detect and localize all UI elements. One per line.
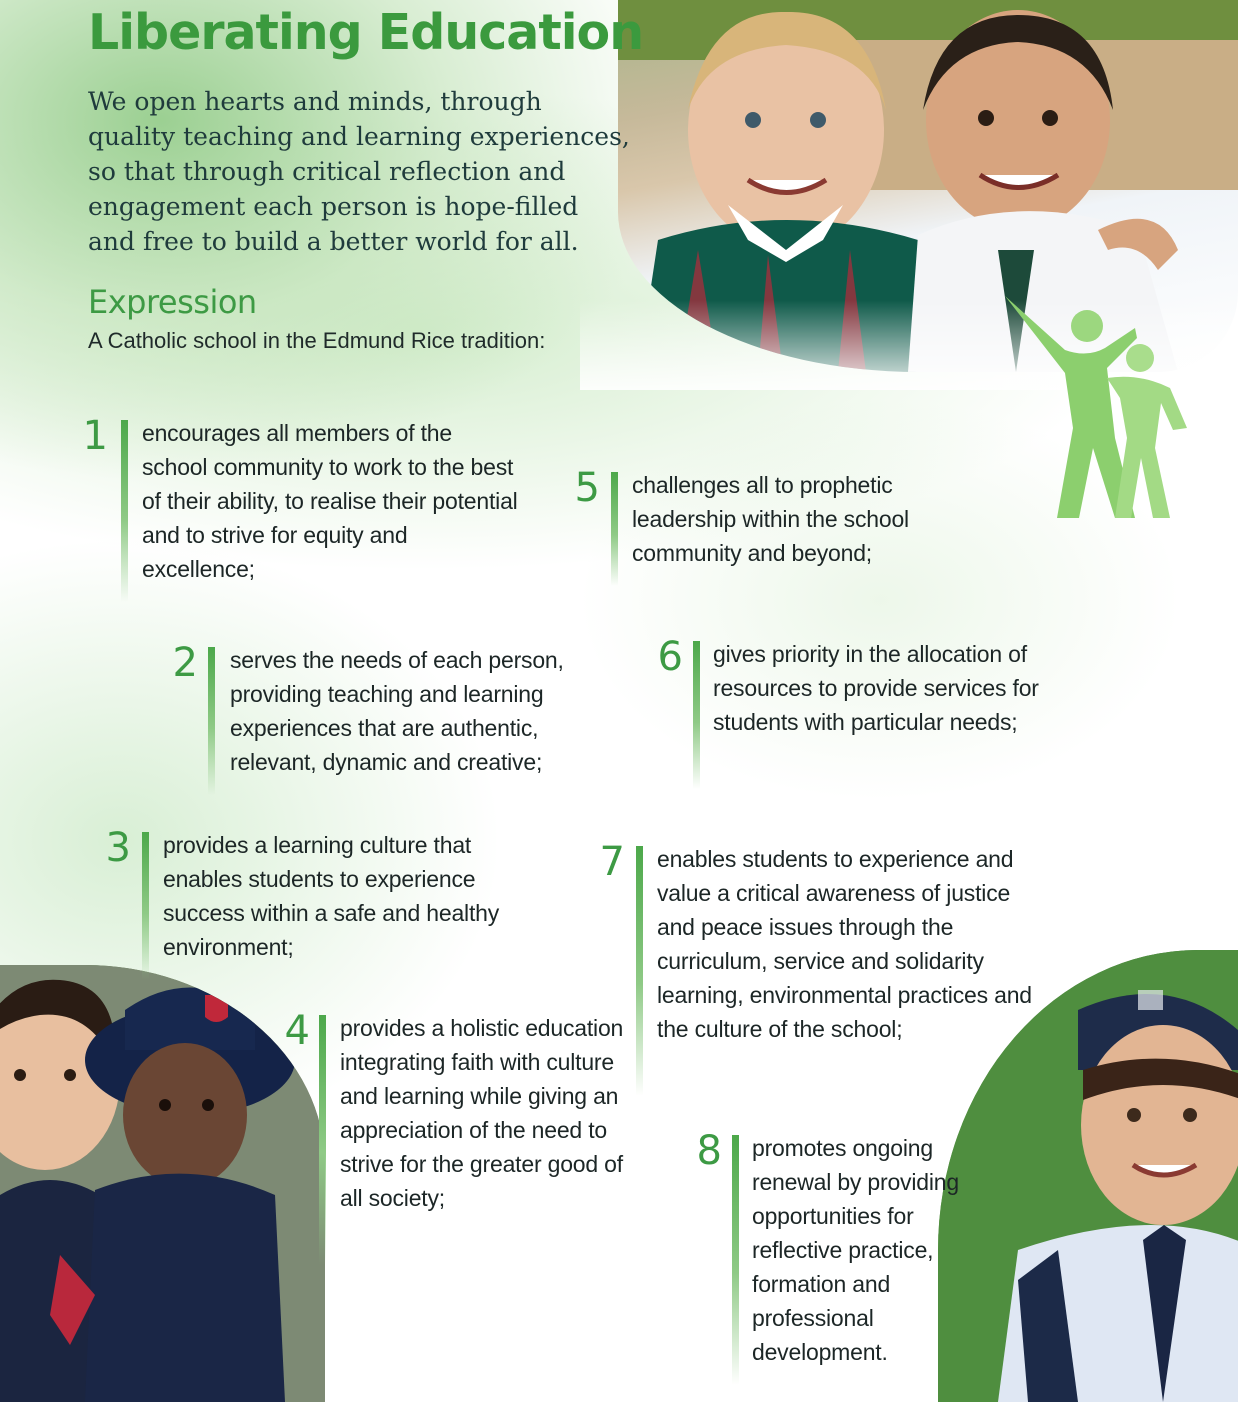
item-text: challenges all to prophetic leadership within the school community and beyond; — [632, 472, 909, 566]
expression-item-8 — [690, 1128, 1010, 1369]
page-title: Liberating Education — [88, 4, 644, 61]
item-accent-bar — [611, 472, 618, 586]
item-accent-bar — [732, 1135, 739, 1385]
item-text: promotes ongoing renewal by providing opportunities for reflective practice, formation and professional development. — [752, 1135, 959, 1365]
item-number: 3 — [105, 825, 131, 871]
item-text: provides a holistic education integrating faith with culture and learning while giving an appreciation of the need to strive for the greater good of all society; — [340, 1015, 624, 1211]
item-number: 2 — [172, 640, 198, 686]
intro-paragraph: We open hearts and minds, through quality teaching and learning experiences, so that through critical reflection and engagement each person is hope-filled and free to build a better world for all. — [88, 87, 630, 256]
expression-subheading: A Catholic school in the Edmund Rice tradition: — [88, 328, 546, 353]
edmund-rice-figures-icon — [995, 278, 1195, 538]
item-accent-bar — [636, 846, 643, 1096]
item-accent-bar — [208, 647, 215, 795]
expression-item-3 — [101, 825, 531, 964]
item-number: 7 — [599, 839, 625, 885]
item-accent-bar — [121, 420, 128, 602]
item-accent-bar — [693, 641, 700, 789]
expression-item-2 — [168, 640, 598, 779]
item-accent-bar — [142, 832, 149, 980]
item-number: 5 — [574, 465, 600, 511]
expression-item-1 — [80, 413, 520, 586]
item-text: serves the needs of each person, providing teaching and learning experiences that are authentic, relevant, dynamic and creative; — [230, 647, 564, 775]
item-number: 8 — [696, 1128, 722, 1174]
expression-item-4 — [278, 1008, 628, 1249]
expression-item-5 — [570, 465, 970, 570]
item-text: provides a learning culture that enables students to experience success within a safe and healthy environment; — [163, 832, 500, 960]
item-number: 6 — [657, 634, 683, 680]
item-text: encourages all members of the school community to work to the best of their ability, to realise their potential and to strive for equity and excellence; — [142, 420, 518, 582]
item-text: gives priority in the allocation of resources to provide services for students with particular needs; — [713, 641, 1039, 735]
expression-item-6 — [651, 634, 1051, 773]
expression-heading: Expression — [88, 283, 257, 321]
item-text: enables students to experience and value a critical awareness of justice and peace issues through the curriculum, service and solidarity learning, environmental practices and the culture of the school; — [657, 846, 1032, 1042]
item-number: 4 — [284, 1008, 310, 1054]
item-accent-bar — [319, 1015, 326, 1265]
expression-item-7 — [595, 839, 1035, 1080]
item-number: 1 — [82, 413, 108, 459]
